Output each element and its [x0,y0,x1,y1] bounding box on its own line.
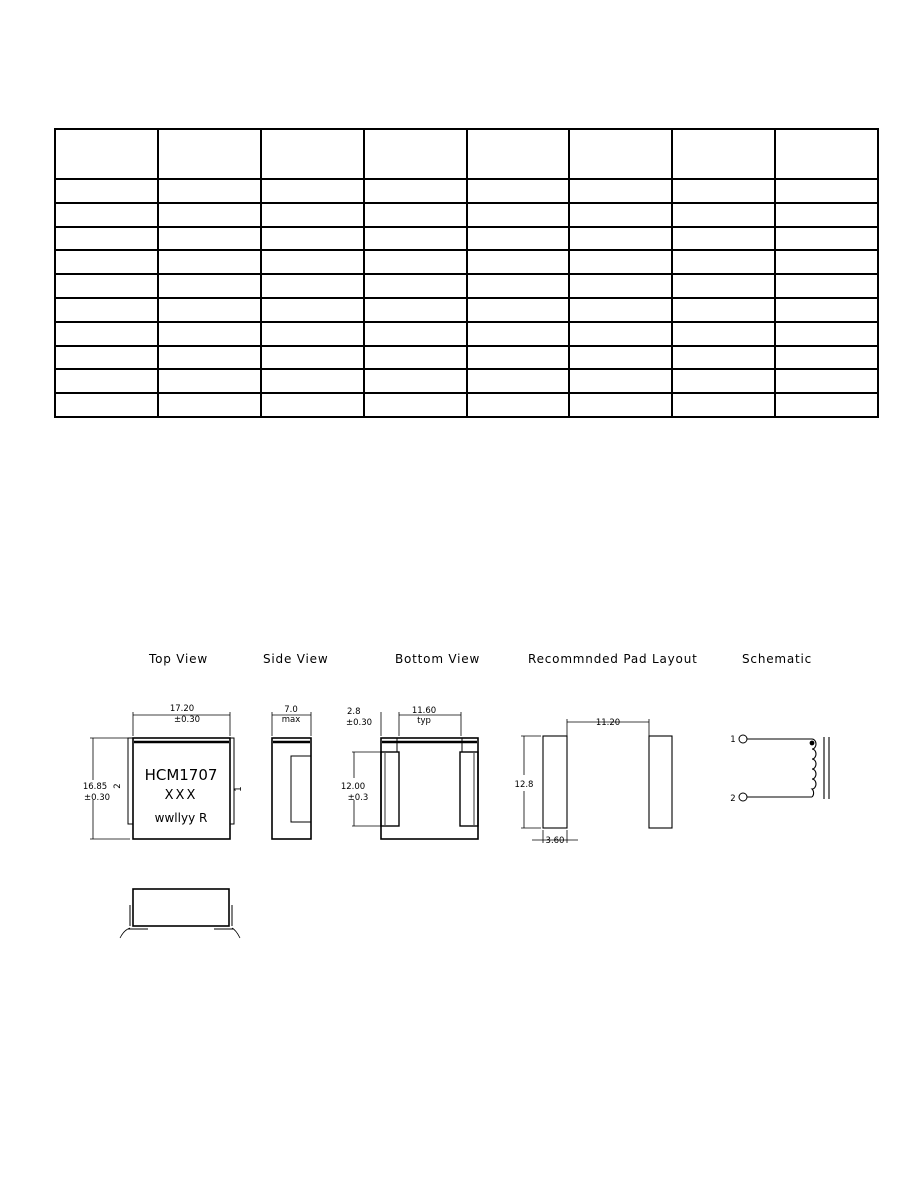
table-cell [55,203,158,227]
table-cell [364,274,467,298]
height-dimension: 16.85 [82,782,108,792]
terminal-pitch-note: typ [417,716,431,726]
table-header-row [55,129,878,179]
spec-table-body [55,129,878,417]
table-cell [467,393,570,417]
table-cell [569,369,672,393]
table-cell [158,322,261,346]
table-cell [672,346,775,370]
table-cell [261,346,364,370]
bottom-view-body [381,738,478,839]
table-cell [569,203,672,227]
table-cell [775,298,878,322]
schematic-pin-2: 2 [730,794,736,804]
table-cell [158,179,261,203]
pad-width-dimension: 3.60 [545,836,565,846]
pad-layout-title: Recommnded Pad Layout [528,652,698,666]
pad-gap-dimension: 11.20 [595,718,621,728]
table-cell [569,393,672,417]
table-cell [364,346,467,370]
table-cell [55,274,158,298]
part-number-marking: HCM1707 [144,766,218,784]
table-cell [55,179,158,203]
table-cell [261,322,364,346]
table-cell [364,179,467,203]
terminal-pitch-dimension: 11.60 [411,706,437,716]
right-pad [649,736,672,828]
schematic-pin-1: 1 [730,735,736,745]
schematic-symbol [739,735,829,801]
bottom-view-left-terminal [381,752,399,826]
table-row [55,346,878,370]
table-row [55,179,878,203]
table-cell [158,298,261,322]
table-cell [467,250,570,274]
table-cell [775,179,878,203]
table-cell [158,274,261,298]
schematic-title: Schematic [742,652,813,666]
date-code-marking: wwllyy R [154,811,208,825]
table-cell [55,250,158,274]
table-cell [775,393,878,417]
table-cell [672,179,775,203]
terminal-width-tolerance: ±0.30 [346,718,373,728]
table-cell [467,346,570,370]
table-cell [467,298,570,322]
table-cell [775,250,878,274]
table-cell [672,298,775,322]
spec-table [54,128,879,418]
table-row [55,322,878,346]
width-tolerance: ±0.30 [173,715,201,725]
inductor-coil [812,739,816,797]
table-cell [672,369,775,393]
table-cell [467,203,570,227]
table-cell [467,322,570,346]
table-header-cell [364,129,467,179]
table-cell [158,346,261,370]
mechanical-drawing [0,640,918,960]
terminal-width-dimension: 2.8 [347,707,361,717]
table-cell [775,369,878,393]
table-cell [261,298,364,322]
table-row [55,203,878,227]
table-cell [261,369,364,393]
table-cell [364,250,467,274]
side-width-note: max [281,715,301,725]
table-cell [672,393,775,417]
table-row [55,298,878,322]
table-cell [158,393,261,417]
bottom-view-title: Bottom View [395,652,481,666]
front-view [120,889,240,938]
table-cell [158,369,261,393]
table-cell [467,179,570,203]
table-cell [569,346,672,370]
table-cell [467,369,570,393]
table-cell [261,250,364,274]
bottom-view [352,712,478,839]
side-view-title: Side View [263,652,329,666]
pin-2-label: 2 [113,783,123,789]
table-cell [467,227,570,251]
table-cell [364,203,467,227]
table-cell [672,322,775,346]
pin-2-terminal [739,793,747,801]
table-row [55,227,878,251]
table-cell [775,346,878,370]
table-cell [672,274,775,298]
table-cell [569,274,672,298]
table-row [55,393,878,417]
table-header-cell [775,129,878,179]
table-header-cell [569,129,672,179]
table-cell [158,203,261,227]
table-cell [569,179,672,203]
table-cell [261,179,364,203]
table-cell [569,322,672,346]
table-cell [55,298,158,322]
table-cell [364,227,467,251]
table-row [55,274,878,298]
table-cell [775,227,878,251]
table-cell [672,227,775,251]
table-cell [364,322,467,346]
table-header-cell [467,129,570,179]
height-tolerance: ±0.30 [83,793,111,803]
table-header-cell [261,129,364,179]
table-cell [55,227,158,251]
table-cell [55,322,158,346]
lot-code-marking: XXX [164,788,198,803]
table-cell [364,369,467,393]
table-cell [55,393,158,417]
table-cell [672,203,775,227]
table-cell [261,393,364,417]
table-cell [569,250,672,274]
table-cell [467,274,570,298]
table-cell [261,227,364,251]
table-row [55,250,878,274]
table-header-cell [672,129,775,179]
table-cell [569,227,672,251]
table-cell [261,203,364,227]
pin-1-terminal [739,735,747,743]
table-header-cell [158,129,261,179]
table-cell [55,346,158,370]
table-header-cell [55,129,158,179]
table-cell [672,250,775,274]
table-cell [158,250,261,274]
table-cell [364,393,467,417]
front-view-body [133,889,229,926]
bottom-view-right-terminal [460,752,478,826]
terminal-height-tolerance: ±0.3 [347,793,369,803]
polarity-dot [810,741,815,746]
table-cell [775,203,878,227]
width-dimension: 17.20 [169,704,195,714]
left-pad [543,736,567,828]
table-cell [55,369,158,393]
table-cell [775,274,878,298]
table-row [55,369,878,393]
top-view-title: Top View [149,652,208,666]
table-cell [569,298,672,322]
table-cell [775,322,878,346]
table-cell [364,298,467,322]
pin-1-label: 1 [234,786,244,792]
table-cell [261,274,364,298]
pad-height-dimension: 12.8 [514,780,534,790]
side-width-dimension: 7.0 [284,705,298,715]
side-view-terminal [291,756,311,822]
terminal-height-dimension: 12.00 [340,782,366,792]
side-view [272,712,311,839]
pad-layout [521,719,672,843]
table-cell [158,227,261,251]
